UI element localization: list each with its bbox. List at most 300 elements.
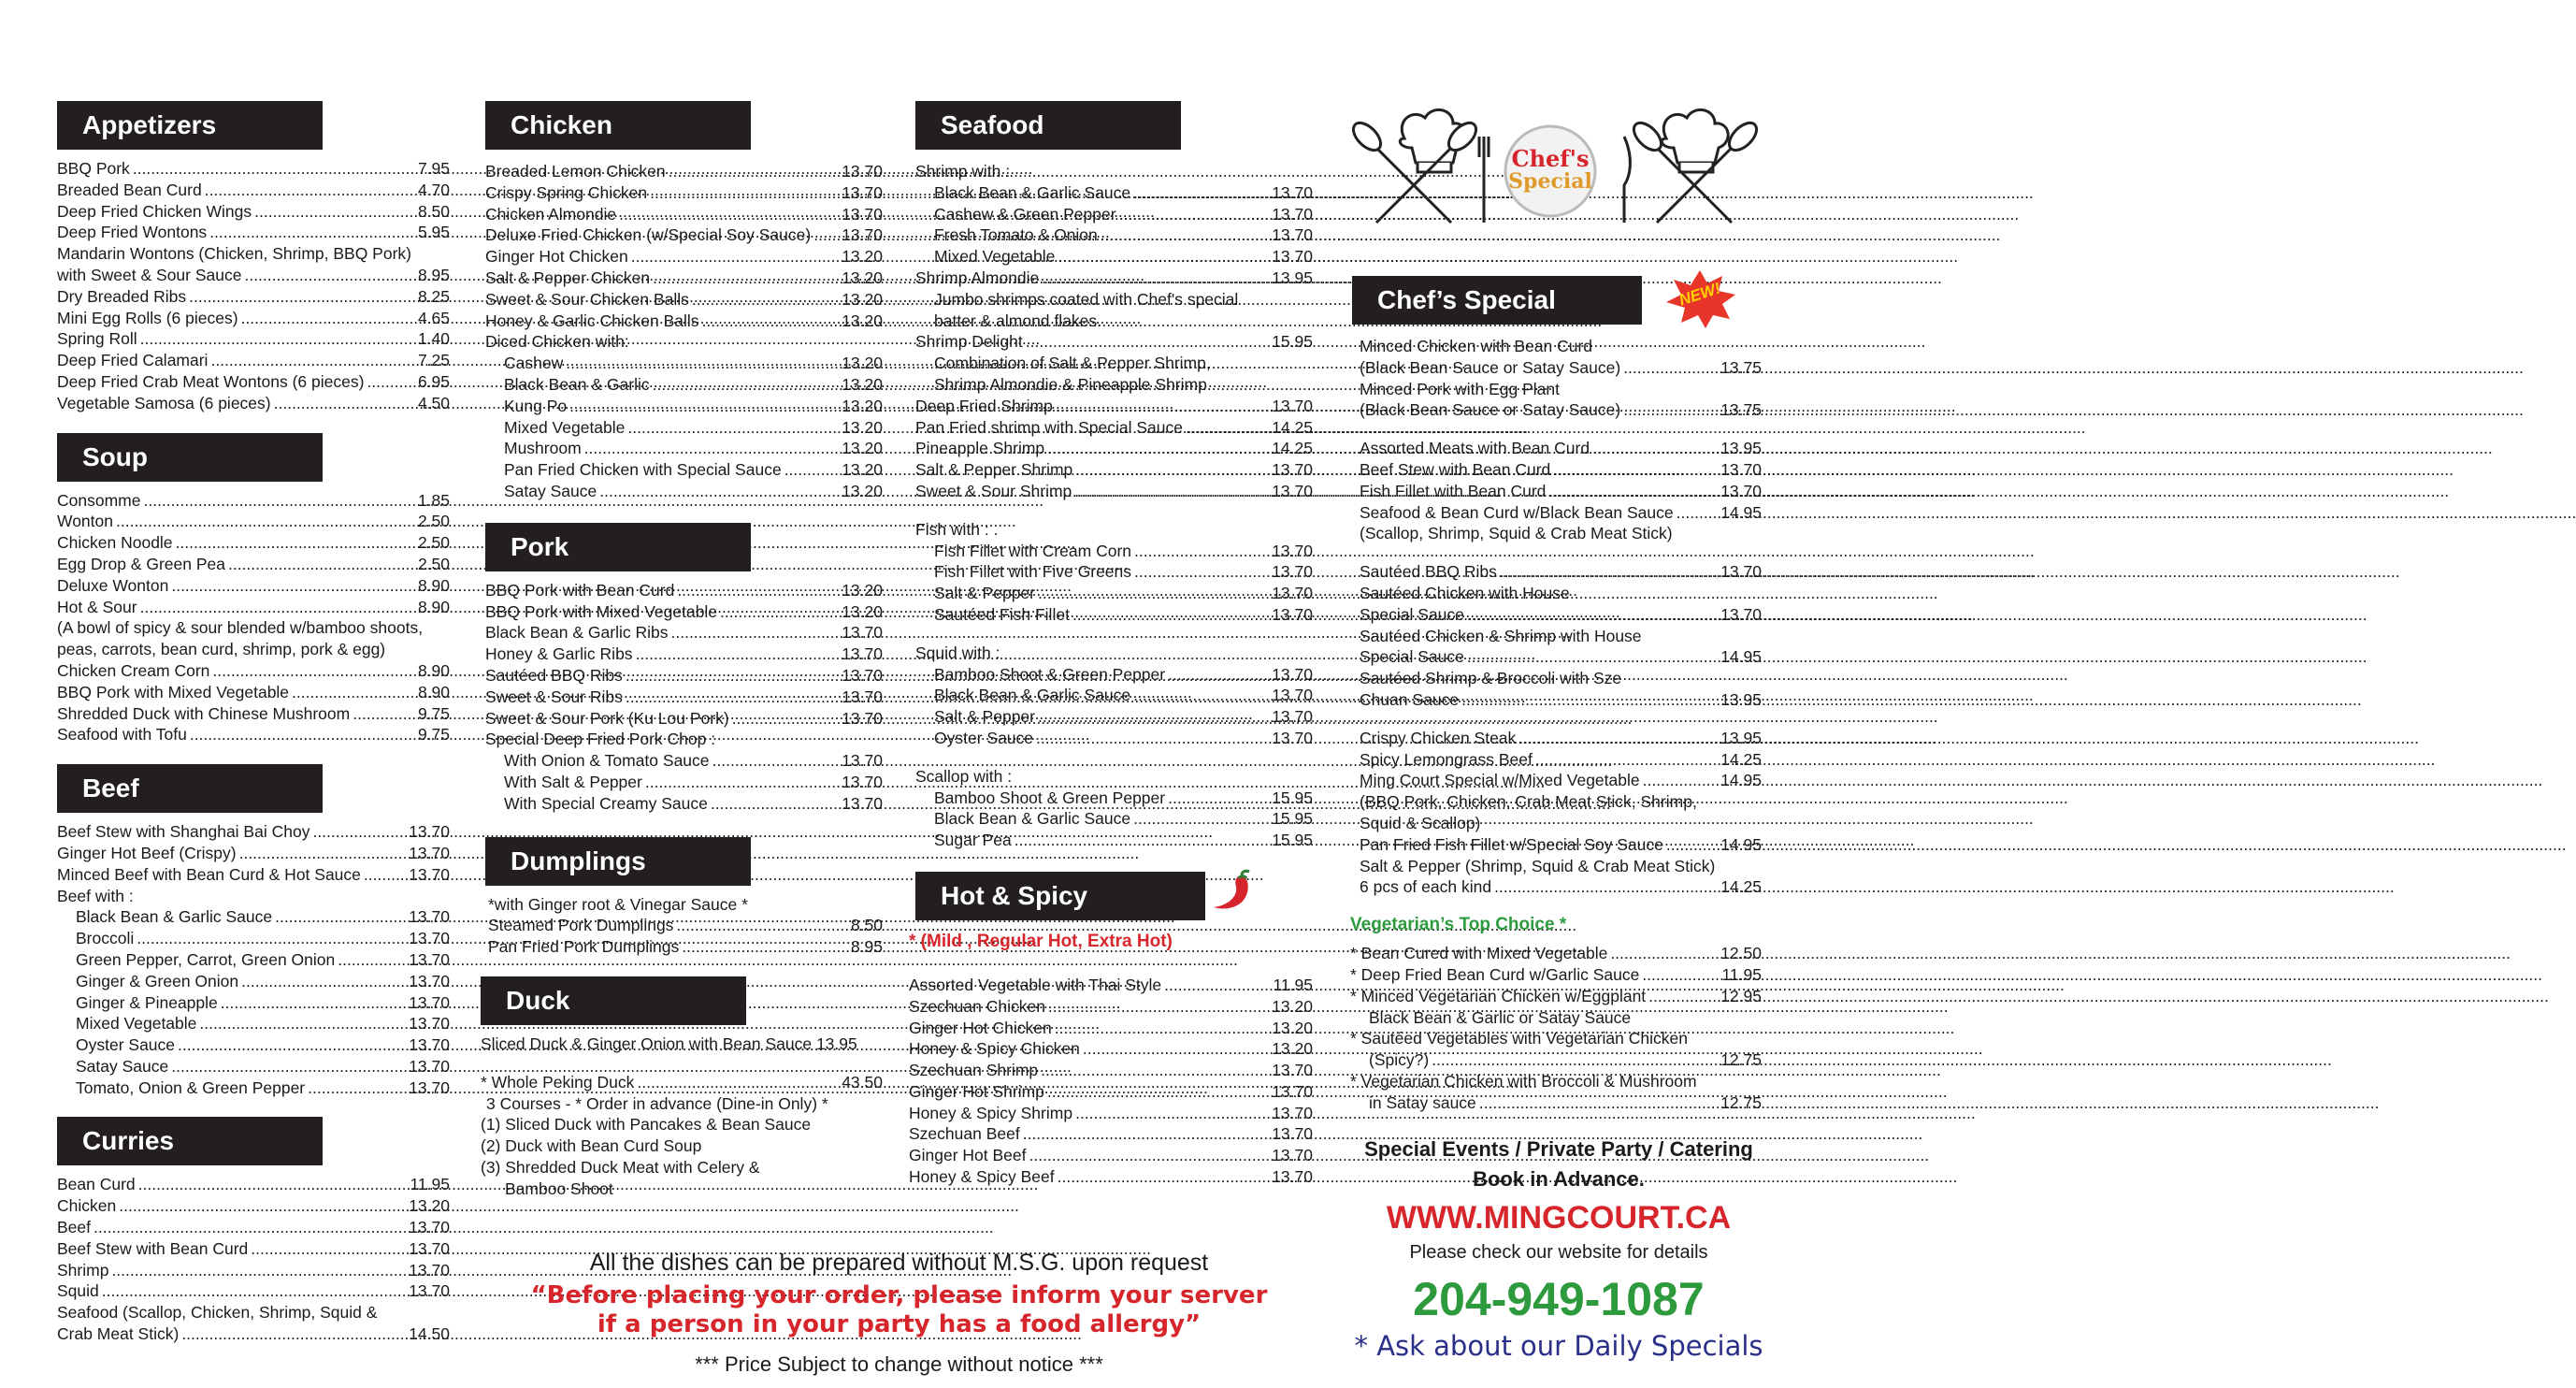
- leader-dots: [308, 1077, 406, 1099]
- leader-dots: [653, 267, 839, 289]
- leader-dots: [1134, 541, 1269, 562]
- item-price: 13.20: [842, 601, 883, 621]
- item-name: Chicken: [57, 1196, 117, 1216]
- item-name: Crab Meat Stick): [57, 1324, 180, 1344]
- item-price: 13.70: [409, 1014, 450, 1034]
- leader-dots: [1500, 561, 1718, 583]
- menu-item: [485, 438, 883, 459]
- leader-dots: [244, 265, 414, 286]
- item-price: 13.70: [842, 708, 883, 728]
- item-name: Sweet & Sour Shrimp: [915, 481, 1072, 500]
- leader-dots: [140, 328, 415, 350]
- menu-item: [1350, 1007, 1762, 1029]
- item-name: Honey & Spicy Chicken: [909, 1039, 1080, 1059]
- menu-item: [57, 617, 450, 639]
- leader-dots: [1047, 1081, 1269, 1103]
- leader-dots: [671, 622, 840, 643]
- item-name: Black Bean & Garlic Sauce: [934, 182, 1131, 202]
- item-name: Beef with :: [57, 886, 134, 905]
- item-name: Black Bean & Garlic: [504, 374, 650, 394]
- item-price: 13.70: [842, 204, 883, 224]
- item-name: Szechuan Beef: [909, 1124, 1020, 1144]
- menu-item: [485, 289, 883, 311]
- item-name: Satay Sauce: [504, 481, 597, 500]
- leader-dots: [1677, 502, 1719, 524]
- dumplings-note: *with Ginger root & Vinegar Sauce *: [488, 894, 748, 914]
- item-price: 13.70: [1272, 1061, 1313, 1080]
- item-name: Oyster Sauce: [934, 728, 1034, 747]
- item-price: 13.70: [1272, 562, 1313, 582]
- item-price: 13.70: [409, 907, 450, 927]
- leader-dots: [1610, 943, 1718, 964]
- leader-dots: [584, 438, 840, 459]
- menu-item: [915, 459, 1313, 481]
- item-name: Hot & Sour: [57, 597, 137, 616]
- leader-dots: [251, 1238, 406, 1260]
- item-name: Bamboo Shoot & Green Pepper: [934, 788, 1166, 807]
- menu-item: [57, 1013, 450, 1034]
- menu-item: [57, 886, 450, 907]
- duck-block: [481, 1034, 883, 1200]
- menu-item: [909, 1081, 1313, 1103]
- item-name: Vegetable Samosa (6 pieces): [57, 393, 271, 412]
- item-price: 14.25: [1720, 749, 1762, 769]
- item-price: 43.50: [842, 1072, 883, 1092]
- item-price: 13.70: [409, 971, 450, 990]
- item-price: 12.95: [1720, 986, 1762, 1005]
- item-name: Beef Stew with Bean Curd: [57, 1238, 249, 1258]
- item-price: 13.70: [842, 623, 883, 643]
- item-price: 13.70: [1272, 1124, 1313, 1144]
- menu-item: [915, 788, 1313, 809]
- leader-dots: [653, 374, 840, 396]
- menu-item: [1360, 770, 1762, 791]
- hot-spicy-header: Hot & Spicy: [915, 872, 1205, 920]
- menu-item: [57, 1217, 450, 1238]
- menu-item: [57, 864, 450, 886]
- item-name: Bean Curd: [57, 1175, 136, 1194]
- item-name: Tomato, Onion & Green Pepper: [76, 1077, 306, 1097]
- menu-item: [915, 541, 1313, 562]
- menu-item: [485, 643, 883, 665]
- item-name: BBQ Pork with Bean Curd: [485, 580, 675, 600]
- phone-number[interactable]: 204-949-1087: [1413, 1272, 1705, 1325]
- dumplings-header: Dumplings: [485, 837, 751, 886]
- item-name: Ginger Hot Chicken: [909, 1018, 1052, 1037]
- leader-dots: [1461, 689, 1718, 711]
- item-name: Steamed Pork Dumplings: [488, 916, 674, 935]
- menu-item: [57, 328, 450, 350]
- item-name: Mandarin Wontons (Chicken, Shrimp, BBQ Pork): [57, 244, 411, 264]
- menu-item: [485, 665, 883, 687]
- seafood-header: Seafood: [915, 101, 1181, 150]
- item-price: 13.70: [842, 162, 883, 181]
- menu-item: [915, 331, 1313, 353]
- hot-spicy-levels: * (Mild , Regular Hot, Extra Hot): [909, 931, 1173, 951]
- daily-specials: * Ask about our Daily Specials: [1354, 1329, 1763, 1362]
- item-name: Satay Sauce: [76, 1056, 169, 1076]
- item-name: Cashew: [504, 354, 564, 373]
- item-price: 8.90: [417, 682, 450, 701]
- item-name: Assorted Vegetable with Thai Style: [909, 975, 1162, 994]
- leader-dots: [312, 821, 406, 843]
- item-name: Ginger & Pineapple: [76, 992, 218, 1012]
- item-name: Black Bean & Garlic Sauce: [76, 907, 273, 927]
- leader-dots: [275, 906, 406, 928]
- leader-dots: [178, 1034, 406, 1056]
- menu-item: [915, 685, 1313, 706]
- leader-dots: [94, 1217, 406, 1238]
- menu-item: [57, 201, 450, 223]
- item-price: 13.70: [842, 772, 883, 791]
- item-name: Ginger Hot Beef: [909, 1146, 1027, 1165]
- item-name: Squid & Scallop): [1360, 813, 1481, 832]
- chefs-special-list: [1360, 336, 1762, 898]
- menu-item: [1360, 399, 1762, 421]
- item-price: 11.95: [1273, 975, 1313, 994]
- website-link[interactable]: WWW.MINGCOURT.CA: [1386, 1199, 1732, 1236]
- menu-item: [1350, 986, 1762, 1007]
- item-price: 12.75: [1720, 1050, 1762, 1070]
- menu-item: [915, 481, 1313, 502]
- item-price: 13.70: [409, 1077, 450, 1097]
- item-price: 13.70: [1272, 707, 1313, 727]
- leader-dots: [1029, 1145, 1269, 1166]
- menu-item: [57, 1195, 450, 1217]
- item-price: 13.70: [1272, 225, 1313, 245]
- item-name: With Special Creamy Sauce: [504, 793, 708, 813]
- item-price: 13.70: [1720, 459, 1762, 479]
- item-name: Salt & Pepper Shrimp: [915, 460, 1073, 480]
- leader-dots: [1168, 664, 1269, 686]
- item-name: Deluxe Fried Chicken (w/Special Soy Sauce): [485, 225, 812, 245]
- item-name: Squid with :: [915, 643, 1000, 662]
- menu-item: [1360, 813, 1762, 834]
- menu-item: [485, 204, 883, 225]
- item-price: 14.95: [1720, 834, 1762, 854]
- leader-dots: [1133, 182, 1269, 204]
- item-name: Sweet & Sour Ribs: [485, 687, 623, 706]
- menu-item: [57, 1174, 450, 1195]
- item-price: 14.25: [1272, 439, 1313, 458]
- menu-item: [915, 438, 1313, 459]
- menu-item: [485, 459, 883, 481]
- item-price: 9.75: [417, 703, 450, 723]
- leader-dots: [677, 580, 839, 601]
- leader-dots: [140, 597, 415, 618]
- item-price: 2.50: [417, 533, 450, 553]
- item-price: 13.20: [842, 439, 883, 458]
- menu-item: [915, 583, 1313, 604]
- item-name: Sautéed Chicken & Shrimp with House: [1360, 626, 1642, 645]
- duck-course-3: (3) Shredded Duck Meat with Celery &: [481, 1157, 760, 1177]
- item-price: 13.95: [1720, 689, 1762, 709]
- chicken-list: [485, 161, 883, 502]
- item-price: 13.70: [1720, 562, 1762, 582]
- item-name: Green Pepper, Carrot, Green Onion: [76, 949, 336, 969]
- item-name: Scallop with :: [915, 766, 1013, 786]
- item-name: Pan Fried Chicken with Special Sauce: [504, 460, 782, 480]
- item-price: 7.95: [417, 159, 450, 178]
- menu-item: [485, 331, 883, 353]
- menu-item: [915, 289, 1313, 311]
- menu-item: [57, 843, 450, 864]
- item-price: 4.50: [417, 393, 450, 412]
- item-price: 6.95: [417, 371, 450, 391]
- leader-dots: [1133, 685, 1269, 706]
- item-name: Minced Beef with Bean Curd & Hot Sauce: [57, 864, 361, 884]
- leader-dots: [1038, 706, 1269, 728]
- item-price: 13.70: [1720, 481, 1762, 500]
- menu-item: [57, 158, 450, 180]
- menu-item: [57, 371, 450, 393]
- item-name: Black Bean & Garlic or Satay Sauce: [1369, 1007, 1632, 1027]
- menu-item: [915, 664, 1313, 686]
- menu-item: [915, 604, 1313, 626]
- leader-dots: [292, 682, 415, 703]
- item-price: 13.70: [1272, 1167, 1313, 1187]
- leader-dots: [1623, 399, 1718, 421]
- menu-item: [909, 1123, 1313, 1145]
- item-name: Chicken Noodle: [57, 533, 173, 553]
- leader-dots: [119, 1195, 406, 1217]
- duck-course-2: (2) Duck with Bean Curd Soup: [481, 1136, 702, 1156]
- menu-item: [1360, 646, 1762, 668]
- item-name: Sautéed BBQ Ribs: [485, 665, 623, 685]
- menu-item: [915, 561, 1313, 583]
- item-name: Fish Fillet with Bean Curd: [1360, 481, 1547, 500]
- menu-item: [909, 996, 1313, 1018]
- leader-dots: [338, 949, 406, 971]
- leader-dots: [1048, 996, 1269, 1018]
- menu-item: [915, 519, 1313, 541]
- menu-item: [57, 1034, 450, 1056]
- leader-dots: [676, 915, 848, 936]
- item-price: 14.50: [409, 1324, 450, 1344]
- item-price: 13.70: [1272, 1103, 1313, 1122]
- item-price: 13.70: [409, 929, 450, 948]
- leader-dots: [636, 643, 840, 665]
- leader-dots: [171, 575, 415, 597]
- dumplings-list: [488, 915, 883, 958]
- item-price: 12.50: [1720, 944, 1762, 963]
- item-price: 11.95: [410, 1175, 450, 1194]
- item-price: 13.70: [1272, 396, 1313, 415]
- item-name: * Bean Cured with Mixed Vegetable: [1350, 944, 1608, 963]
- menu-item: [1350, 1028, 1762, 1049]
- item-price: 13.20: [842, 481, 883, 500]
- menu-item: [1360, 856, 1762, 877]
- menu-item: [1350, 943, 1762, 964]
- item-price: 8.90: [417, 575, 450, 595]
- leader-dots: [1467, 604, 1718, 626]
- item-name: Ginger Hot Chicken: [485, 247, 628, 267]
- item-price: 13.20: [842, 267, 883, 287]
- item-name: Beef Stew with Shanghai Bai Choy: [57, 822, 310, 842]
- leader-dots: [1023, 1123, 1270, 1145]
- item-price: 13.70: [1272, 247, 1313, 267]
- leader-dots: [367, 371, 415, 393]
- chicken-header: Chicken: [485, 101, 751, 150]
- leader-dots: [599, 481, 839, 502]
- item-name: Shrimp with :: [915, 162, 1011, 181]
- menu-item: [915, 204, 1313, 225]
- leader-dots: [682, 936, 848, 958]
- leader-dots: [1467, 646, 1718, 668]
- item-price: 14.95: [1720, 771, 1762, 790]
- leader-dots: [1623, 357, 1718, 379]
- leader-dots: [669, 161, 840, 182]
- item-name: batter & almond flakes.: [934, 311, 1101, 330]
- menu-item: [909, 1018, 1313, 1039]
- item-name: Mixed Vegetable: [504, 417, 626, 437]
- item-price: 15.95: [1272, 788, 1313, 807]
- item-price: 13.70: [842, 225, 883, 245]
- menu-item: [485, 708, 883, 730]
- leader-dots: [143, 490, 414, 512]
- item-name: Dry Breaded Ribs: [57, 286, 187, 306]
- leader-dots: [241, 308, 415, 329]
- leader-dots: [702, 311, 840, 332]
- item-name: Kung Po: [504, 396, 568, 415]
- item-name: Shrimp Delight: [915, 332, 1023, 352]
- item-name: with Sweet & Sour Sauce: [57, 265, 242, 284]
- item-name: Salt & Pepper Chicken: [485, 267, 651, 287]
- leader-dots: [1548, 481, 1718, 502]
- menu-item: [57, 490, 450, 512]
- menu-item: [915, 182, 1313, 204]
- leader-dots: [1026, 331, 1269, 353]
- item-name: Honey & Garlic Ribs: [485, 644, 633, 664]
- item-name: Wonton: [57, 512, 113, 531]
- leader-dots: [712, 750, 840, 772]
- item-price: 2.50: [417, 554, 450, 573]
- leader-dots: [221, 992, 406, 1014]
- item-price: 13.70: [1272, 460, 1313, 480]
- menu-item: [57, 949, 450, 971]
- leader-dots: [1494, 876, 1718, 898]
- item-name: Spicy Lemongrass Beef: [1360, 749, 1533, 769]
- menu-item: [909, 1166, 1313, 1188]
- menu-item: [57, 1280, 450, 1302]
- menu-item: [915, 246, 1313, 267]
- item-price: 13.70: [842, 687, 883, 706]
- appetizers-header: Appetizers: [57, 101, 323, 150]
- item-price: 13.70: [1272, 204, 1313, 224]
- leader-dots: [353, 703, 415, 725]
- item-name: Shredded Duck with Chinese Mushroom: [57, 703, 351, 723]
- item-name: Shrimp Almondie & Pineapple Shrimp: [934, 374, 1207, 394]
- item-name: Breaded Bean Curd: [57, 180, 202, 199]
- menu-item: [485, 311, 883, 332]
- leader-dots: [205, 180, 415, 201]
- item-name: Deluxe Wonton: [57, 575, 169, 595]
- item-name: (Scallop, Shrimp, Squid & Crab Meat Stick): [1360, 524, 1673, 543]
- leader-dots: [1642, 964, 1719, 986]
- item-name: Special Deep Fried Pork Chop :: [485, 730, 716, 749]
- item-name: Deep Fried Shrimp: [915, 396, 1053, 415]
- item-price: 15.95: [1272, 831, 1313, 850]
- leader-dots: [813, 224, 839, 246]
- logo-line-2: Special: [1508, 169, 1592, 194]
- menu-item: [57, 660, 450, 682]
- leader-dots: [1038, 583, 1269, 604]
- book-in-advance: Book in Advance.: [1473, 1166, 1645, 1191]
- menu-item: [485, 161, 883, 182]
- menu-item: [909, 1103, 1313, 1124]
- logo-line-1: Chef's: [1511, 145, 1590, 172]
- item-name: Shrimp Almondie: [915, 267, 1040, 287]
- menu-item: [57, 682, 450, 703]
- menu-item: [1360, 523, 1762, 544]
- item-price: 13.20: [842, 289, 883, 309]
- leader-dots: [627, 417, 839, 439]
- duck-item-sliced: Sliced Duck & Ginger Onion with Bean Sauce 13.95: [481, 1034, 857, 1053]
- item-name: Chuan Sauce: [1360, 689, 1460, 709]
- leader-dots: [1042, 267, 1269, 289]
- item-name: Mixed Vegetable: [76, 1014, 197, 1034]
- menu-item: [57, 511, 450, 532]
- leader-dots: [1075, 1103, 1269, 1124]
- item-name: * Deep Fried Bean Curd w/Garlic Sauce: [1350, 964, 1640, 984]
- item-name: Seafood & Bean Curd w/Black Bean Sauce: [1360, 502, 1674, 522]
- leader-dots: [784, 459, 840, 481]
- leader-dots: [181, 1323, 406, 1345]
- leader-dots: [111, 1260, 406, 1281]
- leader-dots: [190, 724, 415, 745]
- leader-dots: [566, 353, 839, 374]
- leader-dots: [1592, 438, 1718, 459]
- menu-item: [1360, 626, 1762, 647]
- item-name: Crispy Spring Chicken: [485, 182, 648, 202]
- leader-dots: [116, 511, 415, 532]
- item-name: Salt & Pepper: [934, 584, 1035, 603]
- item-price: 13.20: [842, 374, 883, 394]
- menu-item: [57, 222, 450, 243]
- menu-item: [57, 906, 450, 928]
- menu-item: [485, 687, 883, 708]
- item-price: 13.70: [1272, 541, 1313, 560]
- menu-item: [57, 265, 450, 286]
- menu-item: [57, 1260, 450, 1281]
- menu-item: [488, 915, 883, 936]
- item-name: Shrimp: [57, 1260, 109, 1280]
- leader-dots: [1055, 1018, 1269, 1039]
- item-price: 13.20: [842, 417, 883, 437]
- leader-dots: [241, 971, 406, 992]
- menu-item: [57, 971, 450, 992]
- leader-dots: [1432, 1049, 1718, 1071]
- item-name: (A bowl of spicy & sour blended w/bamboo shoots,: [57, 618, 424, 638]
- item-price: 13.70: [1272, 686, 1313, 705]
- item-price: 8.25: [417, 286, 450, 306]
- item-price: 14.25: [1720, 877, 1762, 897]
- menu-item: [488, 936, 883, 958]
- menu-item: [1350, 1071, 1762, 1092]
- item-name: Beef Stew with Bean Curd: [1360, 459, 1551, 479]
- item-price: 13.95: [1720, 439, 1762, 458]
- menu-item: [909, 975, 1313, 996]
- item-name: Mixed Vegetable: [934, 247, 1056, 267]
- item-name: Honey & Garlic Chicken Balls: [485, 311, 699, 330]
- item-name: Sautéed BBQ Ribs: [1360, 562, 1497, 582]
- menu-item: [485, 267, 883, 289]
- item-name: Seafood (Scallop, Chicken, Shrimp, Squid &: [57, 1303, 378, 1323]
- item-name: Honey & Spicy Shrimp: [909, 1103, 1073, 1122]
- menu-item: [485, 481, 883, 502]
- menu-item: [57, 350, 450, 371]
- leader-dots: [1518, 728, 1718, 749]
